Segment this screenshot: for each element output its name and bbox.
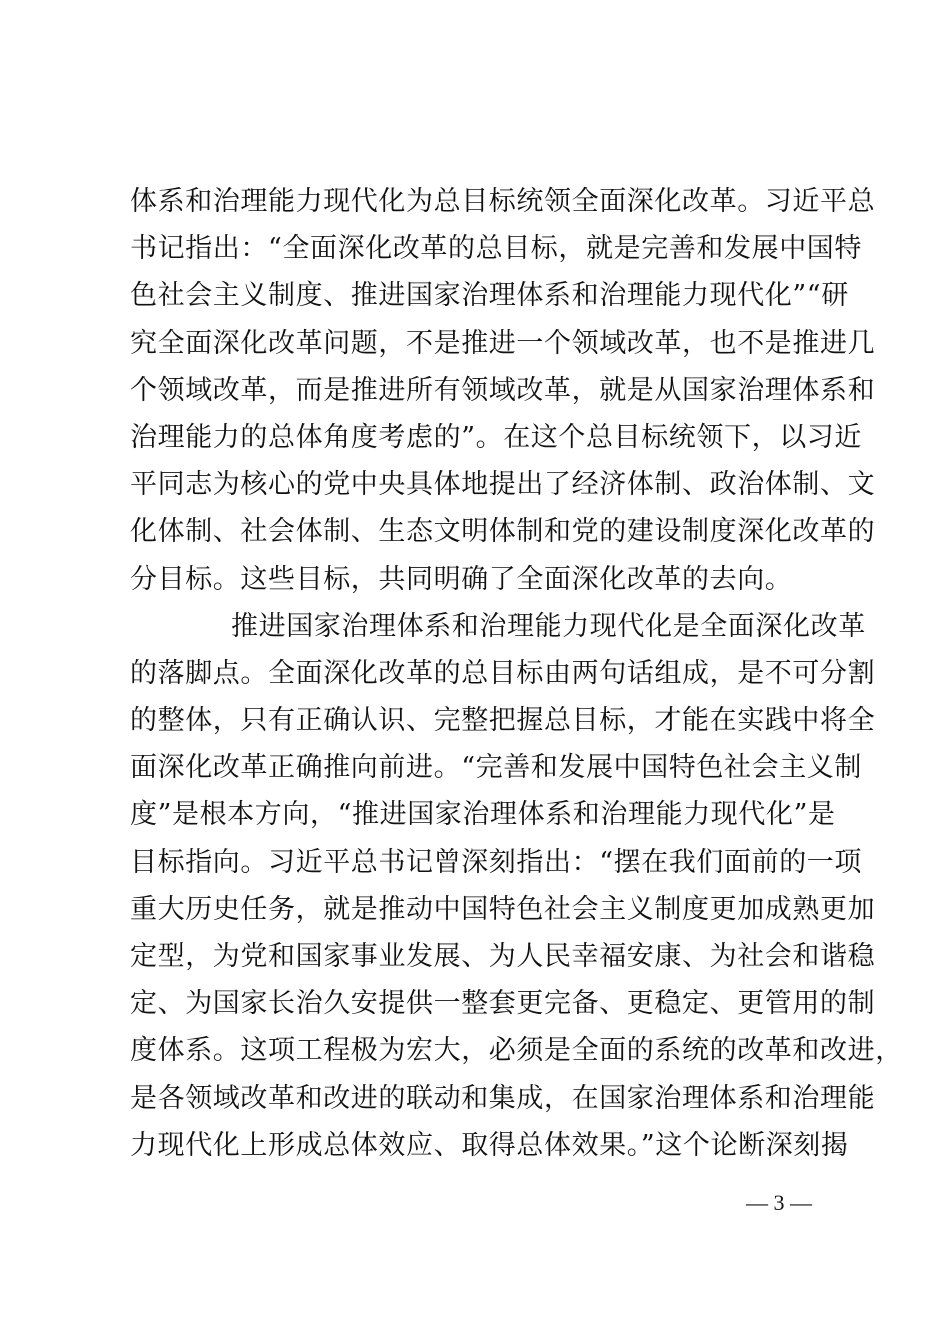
text-line: 究全面深化改革问题，不是推进一个领域改革，也不是推进几 <box>130 327 876 359</box>
text-line: 目标指向。习近平总书记曾深刻指出：“摆在我们面前的一项 <box>130 846 863 878</box>
text-line: 推进国家治理体系和治理能力现代化是全面深化改革 <box>231 610 866 642</box>
text-line: 体系和治理能力现代化为总目标统领全面深化改革。习近平总 <box>130 186 876 217</box>
text-line: 色社会主义制度、推进国家治理体系和治理能力现代化”“研 <box>130 280 849 312</box>
text-line: 的落脚点。全面深化改革的总目标由两句话组成，是不可分割 <box>130 657 876 689</box>
text-line: 力现代化上形成总体效应、取得总体效果。”这个论断深刻揭 <box>130 1129 849 1161</box>
text-line: 面深化改革正确推向前进。“完善和发展中国特色社会主义制 <box>130 752 863 784</box>
text-line: 治理能力的总体角度考虑的”。在这个总目标统领下，以习近 <box>130 421 863 453</box>
text-line: 定型，为党和国家事业发展、为人民幸福安康、为社会和谐稳 <box>130 941 876 972</box>
text-line: 平同志为核心的党中央具体地提出了经济体制、政治体制、文 <box>130 469 876 501</box>
text-line: 的整体，只有正确认识、完整把握总目标，才能在实践中将全 <box>130 705 876 737</box>
text-line: 度体系。这项工程极为宏大，必须是全面的系统的改革和改进， <box>130 1035 903 1067</box>
text-line: 化体制、社会体制、生态文明体制和党的建设制度深化改革的 <box>130 516 876 548</box>
text-line: 重大历史任务，就是推动中国特色社会主义制度更加成熟更加 <box>130 893 876 925</box>
text-line: 个领域改革，而是推进所有领域改革，就是从国家治理体系和 <box>130 374 876 406</box>
text-line: 是各领域改革和改进的联动和集成，在国家治理体系和治理能 <box>130 1082 876 1114</box>
text-line: 度”是根本方向，“推进国家治理体系和治理能力现代化”是 <box>130 799 836 831</box>
paragraph-1 <box>130 178 876 603</box>
body-text <box>130 178 903 1169</box>
paragraph-2 <box>130 603 903 1169</box>
page-number: — 3 — <box>746 1190 812 1215</box>
text-line: 分目标。这些目标，共同明确了全面深化改革的去向。 <box>130 563 793 595</box>
text-line: 定、为国家长治久安提供一整套更完备、更稳定、更管用的制 <box>130 988 876 1020</box>
text-line: 书记指出：“全面深化改革的总目标，就是完善和发展中国特 <box>130 233 863 265</box>
